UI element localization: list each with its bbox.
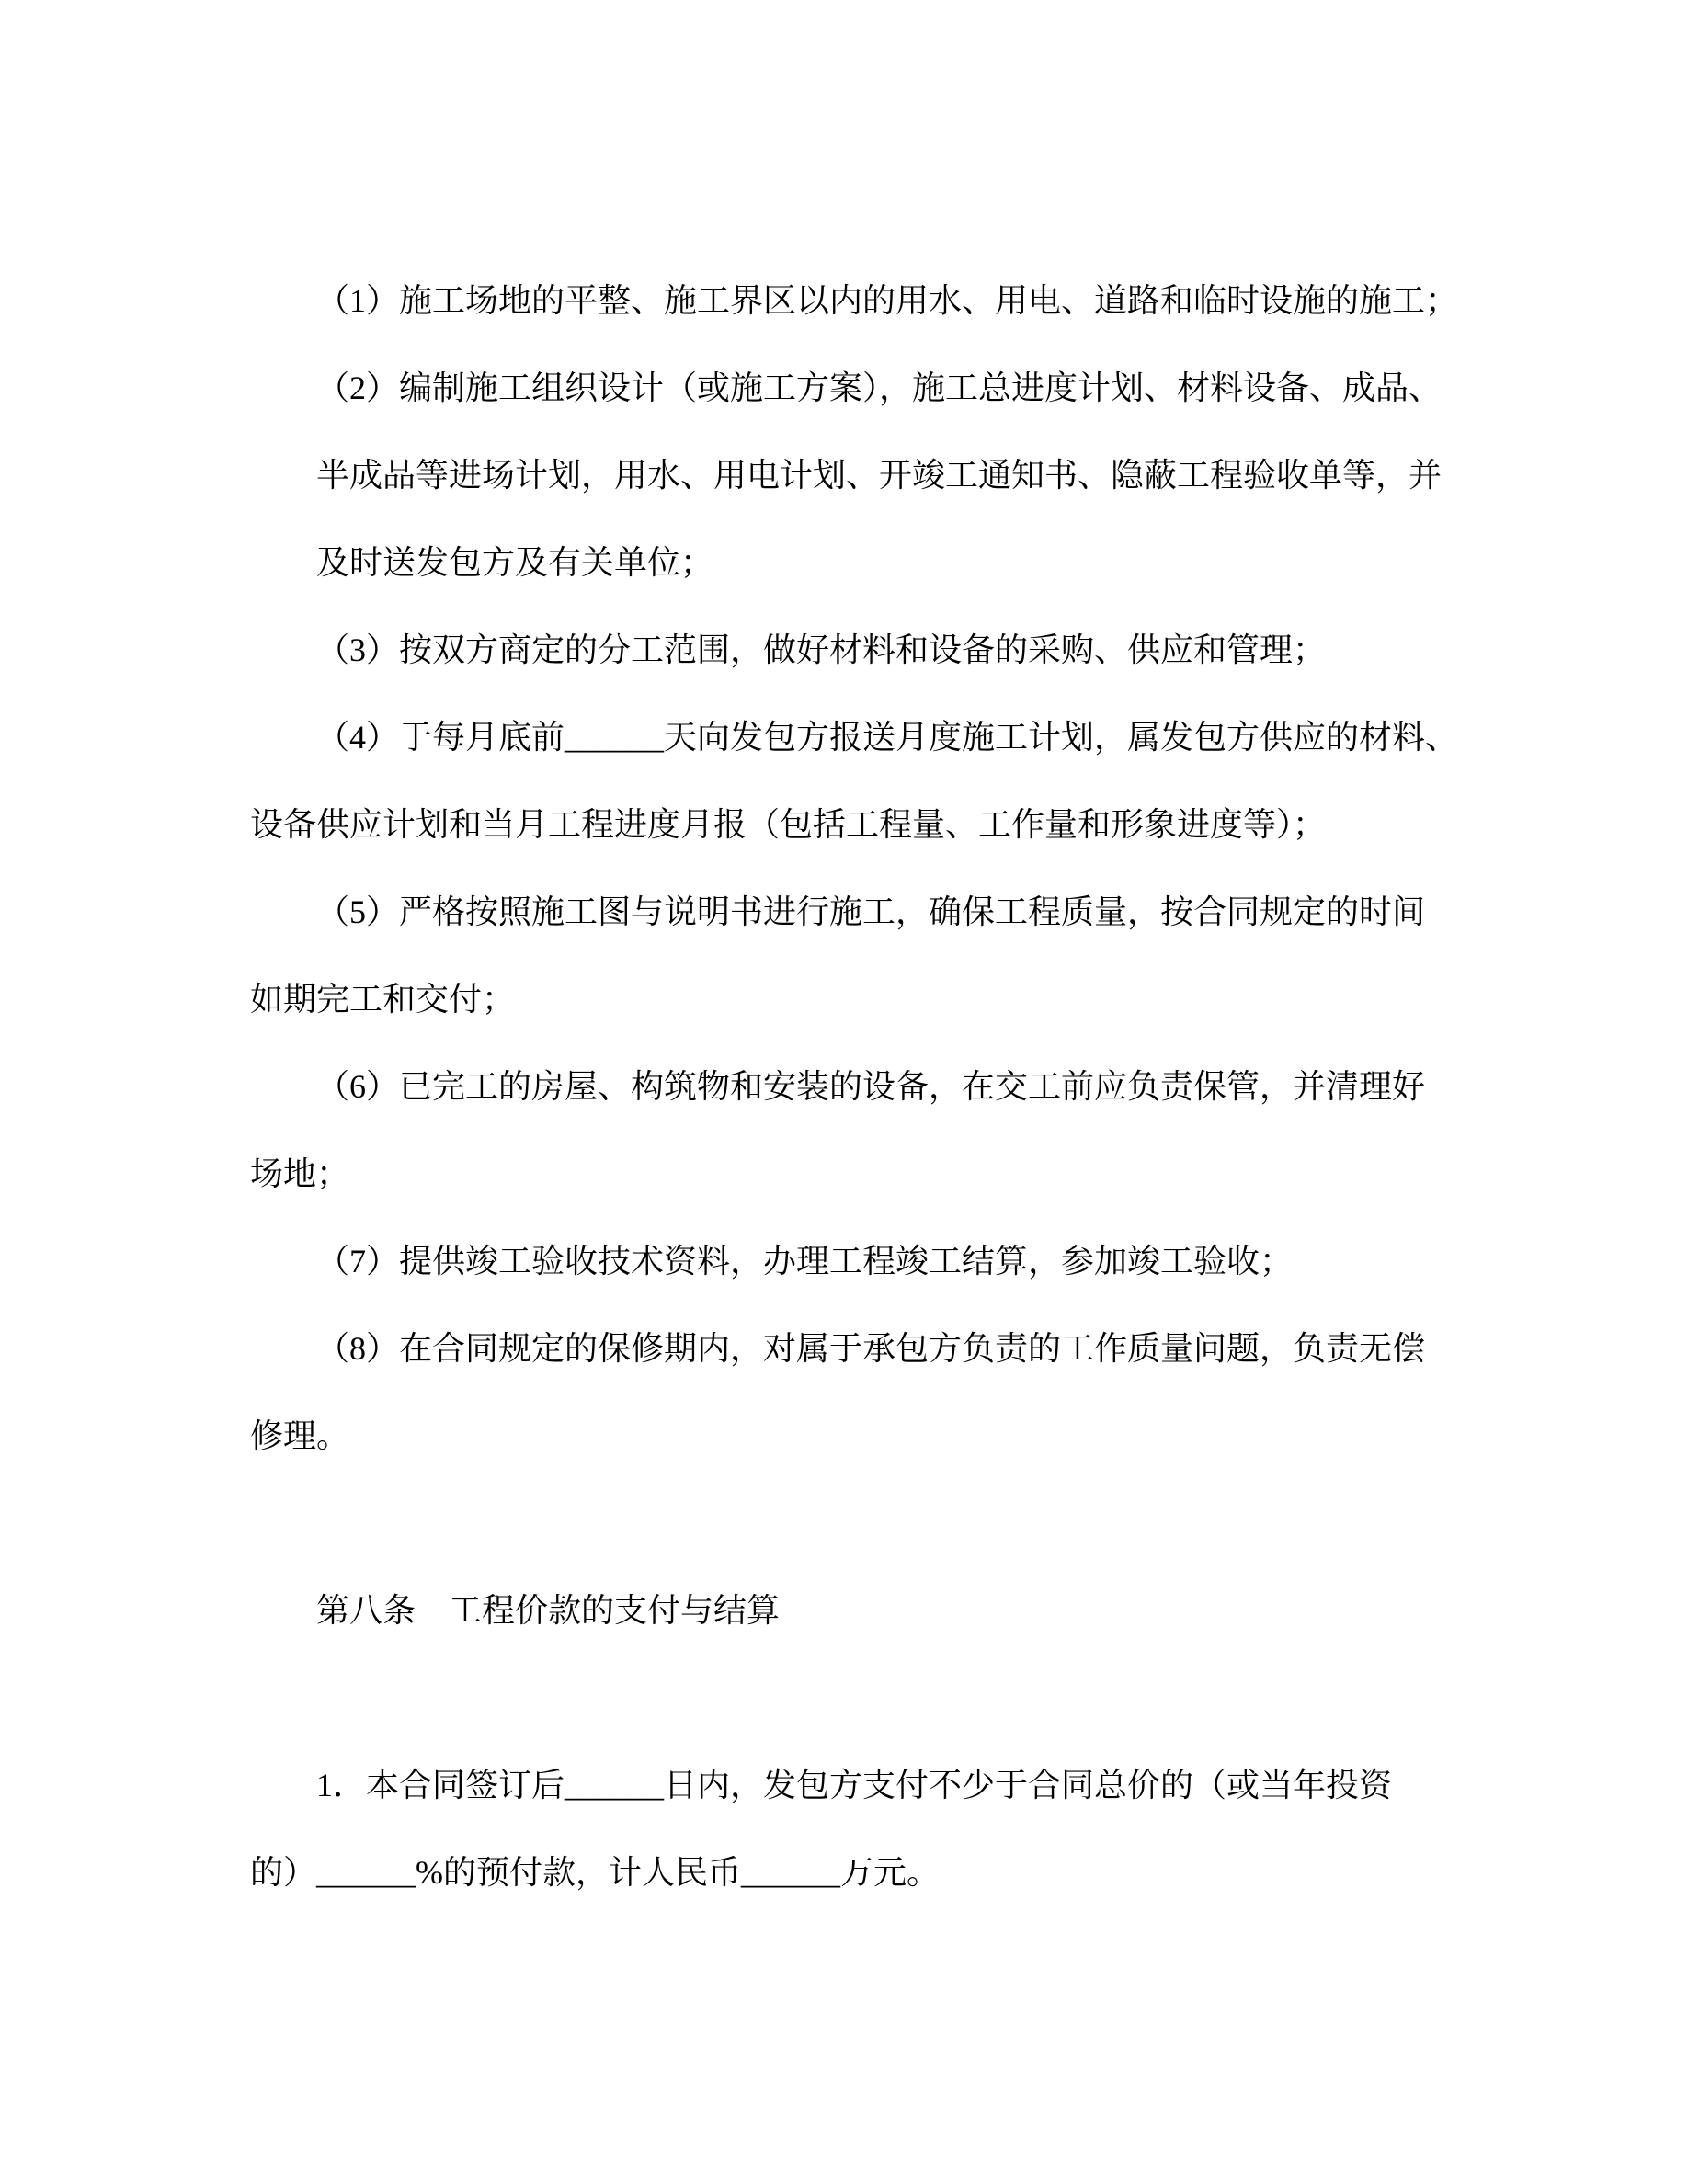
clause-6-line-2: 场地； [250, 1155, 350, 1192]
clause-6-line-1: （6）已完工的房屋、构筑物和安装的设备，在交工前应负责保管，并清理好 [316, 1068, 1426, 1105]
clause-2-line-1: （2）编制施工组织设计（或施工方案），施工总进度计划、材料设备、成品、 [316, 370, 1443, 406]
clause-1-line: （1）施工场地的平整、施工界区以内的用水、用电、道路和临时设施的施工； [316, 282, 1459, 319]
clause-4-line-2: 设备供应计划和当月工程进度月报（包括工程量、工作量和形象进度等）； [250, 806, 1327, 843]
section-heading: 第八条 工程价款的支付与结算 [316, 1592, 781, 1629]
blank-line [250, 1655, 1473, 1742]
clause-8-line-2: 修理。 [250, 1417, 350, 1454]
clause-4-line-1: （4）于每月底前______天向发包方报送月度施工计划，属发包方供应的材料、 [316, 719, 1459, 756]
payment-clause-line-1: 1．本合同签订后______日内，发包方支付不少于合同总价的（或当年投资 [316, 1767, 1393, 1803]
clause-5-line-2: 如期完工和交付； [250, 981, 516, 1018]
clause-2-line-3: 及时送发包方及有关单位； [316, 544, 714, 581]
clause-2-line-2: 半成品等进场计划，用水、用电计划、开竣工通知书、隐蔽工程验收单等，并 [316, 457, 1443, 494]
contract-text-block [250, 257, 1473, 1917]
blank-line [250, 1480, 1473, 1567]
clause-3-line: （3）按双方商定的分工范围，做好材料和设备的采购、供应和管理； [316, 631, 1327, 668]
payment-clause-line-2: 的）______%的预付款，计人民币______万元。 [250, 1854, 940, 1891]
clause-8-line-1: （8）在合同规定的保修期内，对属于承包方负责的工作质量问题，负责无偿 [316, 1330, 1426, 1367]
clause-5-line-1: （5）严格按照施工图与说明书进行施工，确保工程质量，按合同规定的时间 [316, 893, 1426, 930]
clause-7-line: （7）提供竣工验收技术资料，办理工程竣工结算，参加竣工验收； [316, 1243, 1294, 1280]
